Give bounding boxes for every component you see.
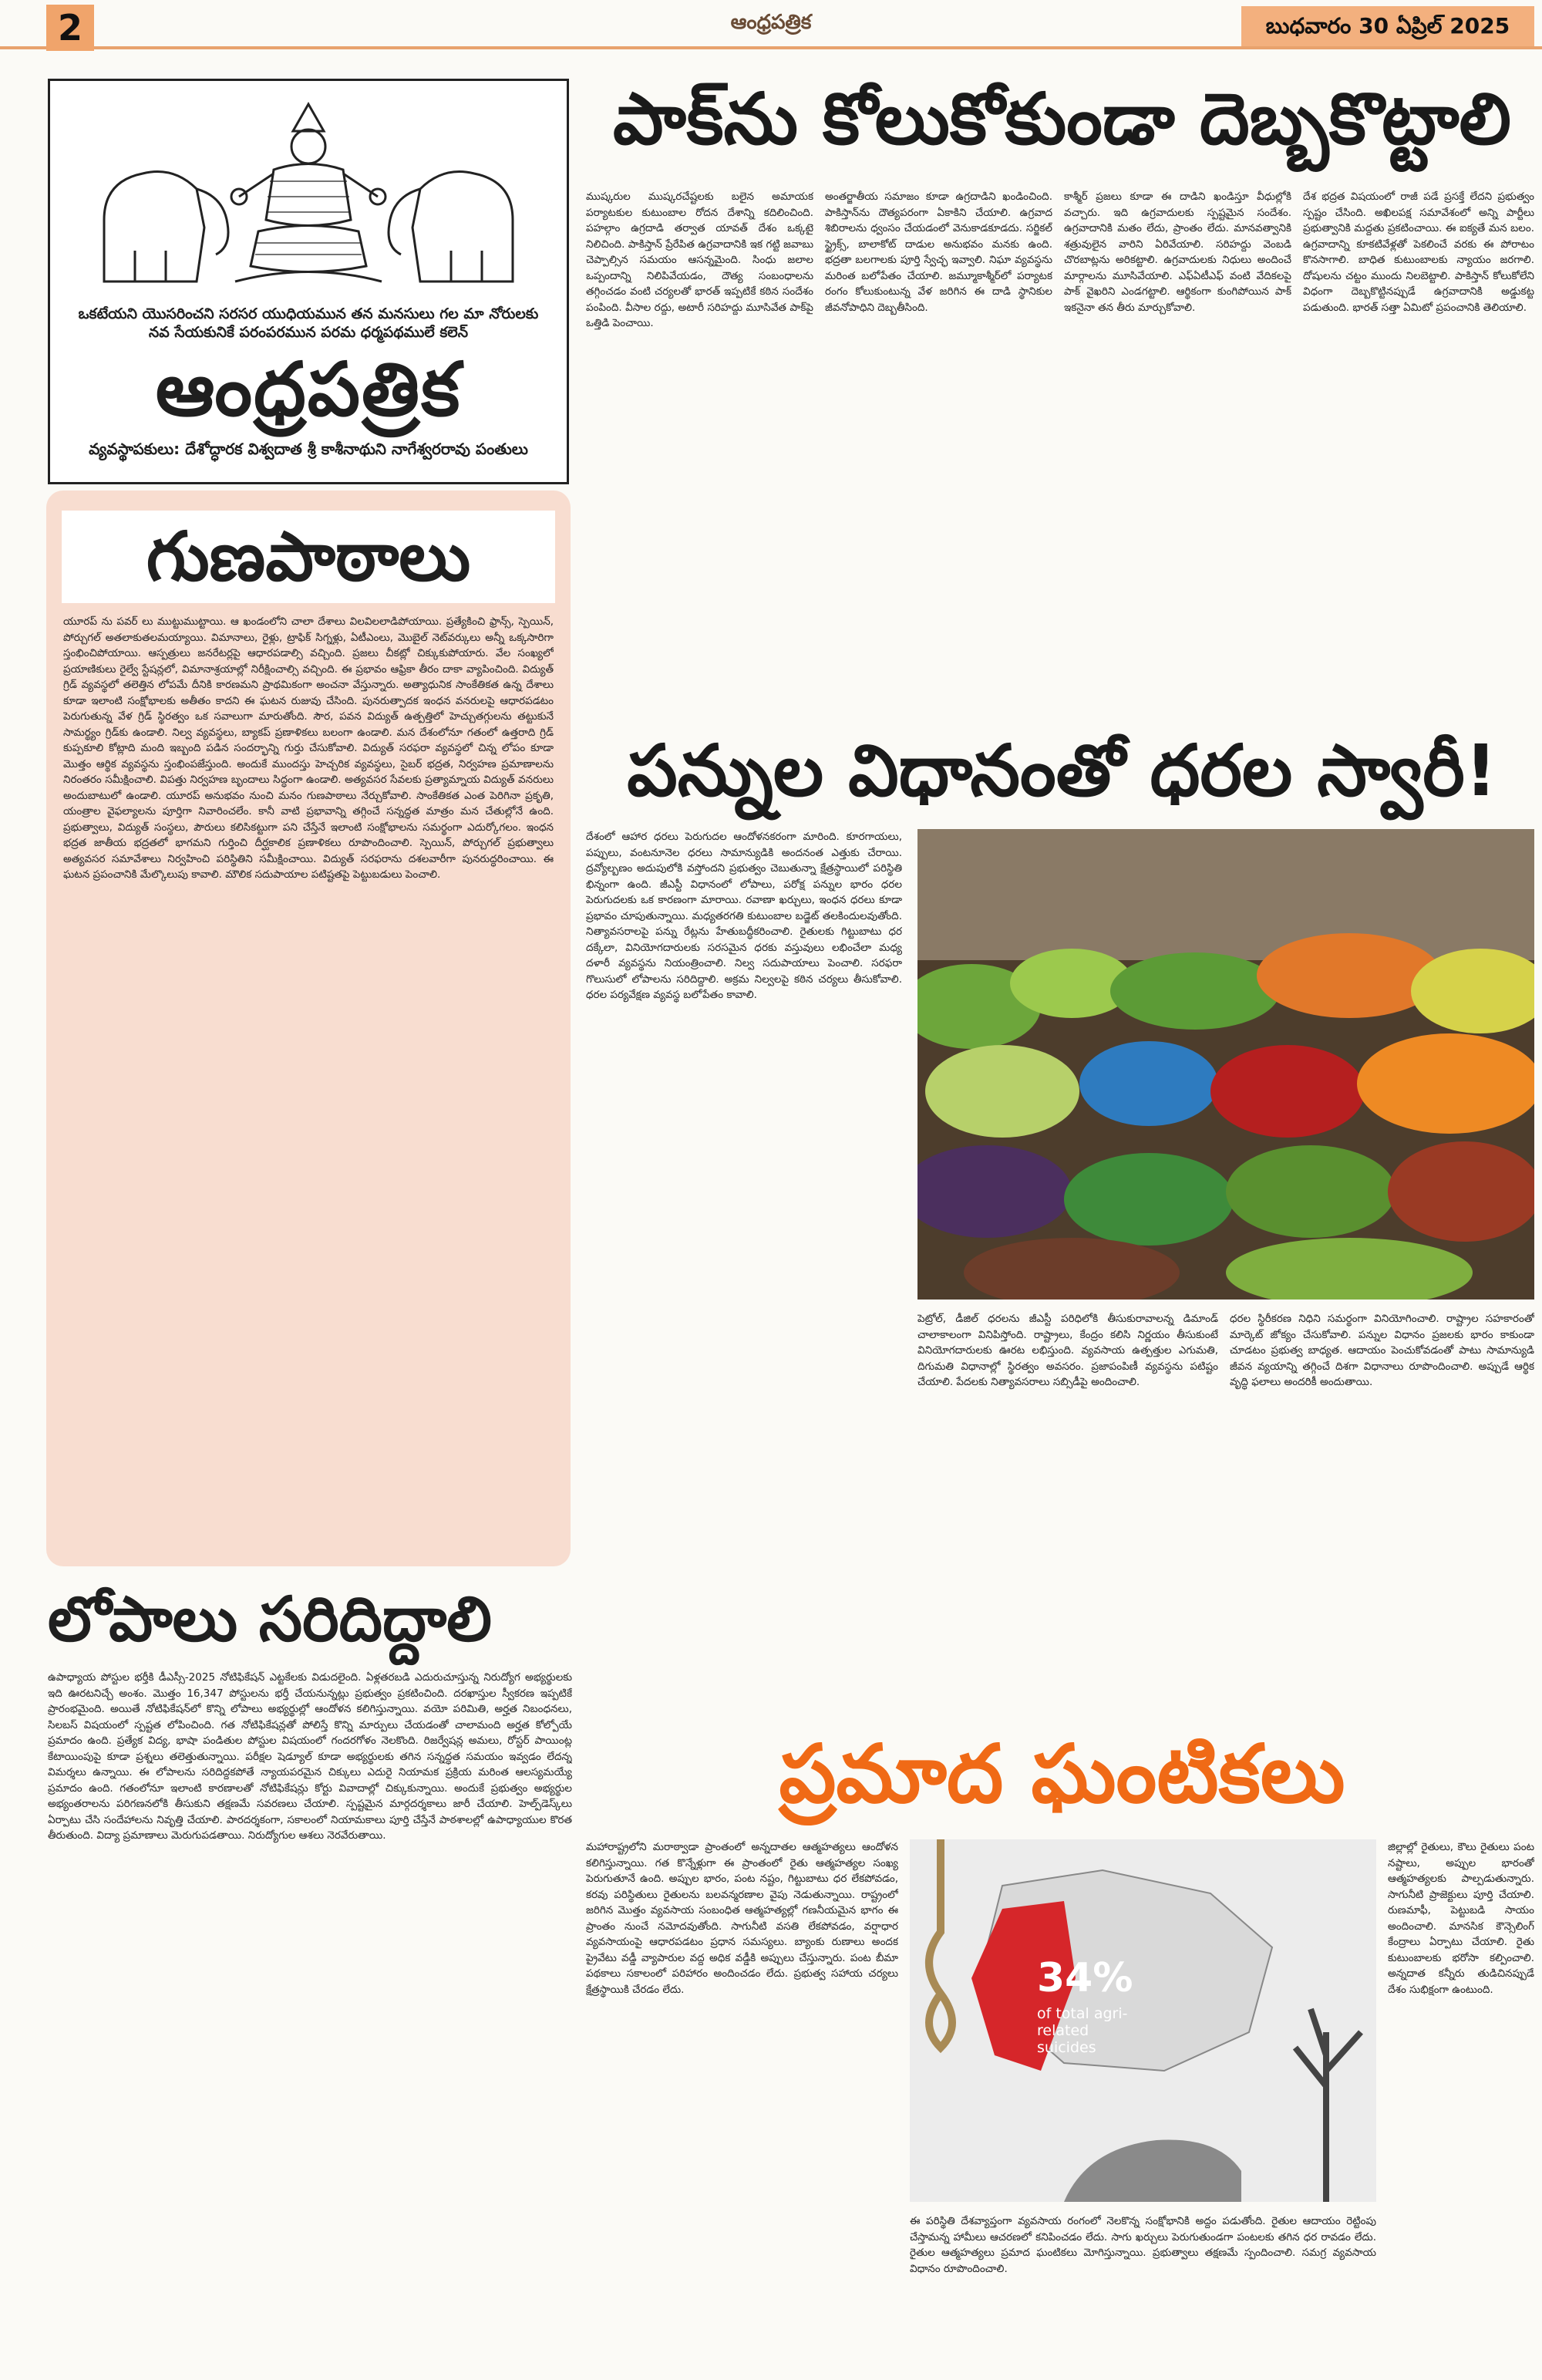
pak-article-column-2: అంతర్జాతీయ సమాజం కూడా ఉగ్రదాడిని ఖండించింది. పాకిస్తాన్‌ను దౌత్యపరంగా ఏకాకిని చేయాలి. ఉగ్రవాద శిబిరాలను ధ్వంసం చేయడంలో వెనుకాడకూడదు. సర్జికల్ స్ట్రైక్స్, బాలాకోట్ దాడుల అనుభవం మనకు ఉంది. భద్రతా బలగాలకు పూర్తి స్వేచ్ఛ ఇవ్వాలి. నిఘా వ్యవస్థను మరింత బలోపేతం చేయాలి. జమ్మూకాశ్మీర్‌లో పర్యాటక రంగం కోలుకుంటున్న వేళ జరిగిన ఈ దాడి స్థానికుల జీవనోపాధిని దెబ్బతీసింది. — [825, 190, 1052, 314]
danger-article-column-2: ఈ పరిస్థితి దేశవ్యాప్తంగా వ్యవసాయ రంగంలో నెలకొన్న సంక్షోభానికి అద్దం పడుతోంది. రైతుల ఆదాయం రెట్టింపు చేస్తామన్న హామీలు ఆచరణలో కనిపించడం లేదు. సాగు ఖర్చులు పెరుగుతుండగా పంటలకు తగిన ధర రావడం లేదు. రైతుల ఆత్మహత్యలు ప్రమాద ఘంటికలు మోగిస్తున్నాయి. ప్రభుత్వాలు తక్షణమే స్పందించాలి. సమగ్ర వ్యవసాయ విధానం రూపొందించాలి. — [910, 2215, 1376, 2275]
danger-article-column-1: మహారాష్ట్రలోని మరాఠ్వాడా ప్రాంతంలో అన్నదాతల ఆత్మహత్యలు ఆందోళన కలిగిస్తున్నాయి. గత కొన్నేళ్లుగా ఈ ప్రాంతంలో రైతు ఆత్మహత్యల సంఖ్య పెరుగుతూనే ఉంది. అప్పుల భారం, పంట నష్టం, గిట్టుబాటు ధర లేకపోవడం, కరవు పరిస్థితులు రైతులను బలవన్మరణాల వైపు నెడుతున్నాయి. రాష్ట్రంలో జరిగిన మొత్తం వ్యవసాయ సంబంధిత ఆత్మహత్యల్లో గణనీయమైన భాగం ఈ ప్రాంతం నుంచే నమోదవుతోంది. సాగునీటి వసతి లేకపోవడం, వర్షాధార వ్యవసాయంపై ఆధారపడటం ప్రధాన సమస్యలు. బ్యాంకు రుణాలు అందక ప్రైవేటు వడ్డీ వ్యాపారుల వద్ద అధిక వడ్డీకి అప్పులు చేస్తున్నారు. పంట బీమా పథకాలు సకాలంలో పరిహారం అందించడం లేదు. ప్రభుత్వ సహాయ చర్యలు క్షేత్రస్థాయికి చేరడం లేదు. — [586, 1841, 898, 1996]
danger-article-column-3: జిల్లాల్లో రైతులు, కౌలు రైతులు పంట నష్టాలు, అప్పుల భారంతో ఆత్మహత్యలకు పాల్పడుతున్నారు. సాగునీటి ప్రాజెక్టులు పూర్తి చేయాలి. రుణమాఫీ, పెట్టుబడి సాయం అందించాలి. మానసిక కౌన్సెలింగ్ కేంద్రాలు ఏర్పాటు చేయాలి. రైతు కుటుంబాలకు భరోసా కల్పించాలి. అన్నదాత కన్నీరు తుడిచినప్పుడే దేశం సుభిక్షంగా ఉంటుంది. — [1388, 1841, 1534, 1996]
infographic-stat: 34% — [1037, 1955, 1133, 2001]
tax-article-column-2: పెట్రోల్, డీజిల్ ధరలను జీఎస్టీ పరిధిలోకి తీసుకురావాలన్న డిమాండ్ చాలాకాలంగా వినిపిస్తోంది. రాష్ట్రాలు, కేంద్రం కలిసి నిర్ణయం తీసుకుంటే వినియోగదారులకు ఊరట లభిస్తుంది. వ్యవసాయ ఉత్పత్తుల ఎగుమతి, దిగుమతి విధానాల్లో స్థిరత్వం అవసరం. ప్రజాపంపిణీ వ్యవస్థను పటిష్టం చేయాలి. పేదలకు నిత్యావసరాలు సబ్సిడీపై అందించాలి. — [917, 1313, 1218, 1388]
tax-article-column-3: ధరల స్థిరీకరణ నిధిని సమర్థంగా వినియోగించాలి. రాష్ట్రాల సహకారంతో మార్కెట్ జోక్యం చేసుకోవాలి. పన్నుల విధానం ప్రజలకు భారం కాకుండా చూడటం ప్రభుత్వ బాధ్యత. ఆదాయం పెంచుకోవడంతో పాటు సామాన్యుడి జీవన వ్యయాన్ని తగ్గించే దిశగా విధానాలు రూపొందించాలి. అప్పుడే ఆర్థిక వృద్ధి ఫలాలు అందరికీ అందుతాయి. — [1230, 1313, 1534, 1388]
pak-article-column-3: కాశ్మీర్ ప్రజలు కూడా ఈ దాడిని ఖండిస్తూ వీధుల్లోకి వచ్చారు. ఇది ఉగ్రవాదులకు స్పష్టమైన సందేశం. ఉగ్రవాదానికి మతం లేదు, ప్రాంతం లేదు. మానవత్వానికి శత్రువులైన వారిని ఏరివేయాలి. సరిహద్దు వెంబడి చొరబాట్లను అరికట్టాలి. ఉగ్రవాదులకు నిధులు అందించే మార్గాలను మూసివేయాలి. ఎఫ్‌ఏటీఎఫ్ వంటి వేదికలపై పాక్ వైఖరిని ఎండగట్టాలి. ఆర్థికంగా కుంగిపోయిన పాక్ ఇకనైనా తన తీరు మార్చుకోవాలి. — [1064, 190, 1291, 314]
masthead — [48, 79, 569, 484]
editorial-body: యూరప్ ను పవర్ లు ముట్టుముట్టాయి. ఆ ఖండంలోని చాలా దేశాలు విలవిలలాడిపోయాయి. ప్రత్యేకించి ఫ్రాన్స్, స్పెయిన్, పోర్చుగల్ అతలాకుతలమయ్యాయి. విమానాలు, రైళ్లు, ట్రాఫిక్ సిగ్నళ్లు, ఏటీఎంలు, మొబైల్ నెట్‌వర్కులు అన్నీ ఒక్కసారిగా స్తంభించిపోయాయి. ఆస్పత్రులు జనరేటర్లపై ఆధారపడాల్సి వచ్చింది. ప్రజలు చీకట్లో చిక్కుకుపోయారు. వేల సంఖ్యలో ప్రయాణికులు రైల్వే స్టేషన్లలో, విమానాశ్రయాల్లో నిరీక్షించాల్సి వచ్చింది. ఈ ప్రభావం ఆఫ్రికా తీరం దాకా వ్యాపించింది. విద్యుత్ గ్రిడ్ వ్యవస్థలో తలెత్తిన లోపమే దీనికి కారణమని ప్రాథమికంగా అంచనా వేస్తున్నారు. అత్యాధునిక సాంకేతికత ఉన్న దేశాలు కూడా ఇలాంటి సంక్షోభాలకు అతీతం కాదని ఈ ఘటన రుజువు చేసింది. పునరుత్పాదక ఇంధన వనరులపై ఆధారపడటం పెరుగుతున్న వేళ గ్రిడ్ స్థిరత్వం ఒక సవాలుగా మారుతోంది. సౌర, పవన విద్యుత్ ఉత్పత్తిలో హెచ్చుతగ్గులను తట్టుకునే సామర్థ్యం గ్రిడ్‌కు ఉండాలి. నిల్వ వ్యవస్థలు, బ్యాకప్ ప్రణాళికలు బలంగా ఉండాలి. మన దేశంలోనూ గతంలో ఉత్తరాది గ్రిడ్ కుప్పకూలి కోట్లాది మంది ఇబ్బంది పడిన సందర్భాన్ని గుర్తు చేసుకోవాలి. విద్యుత్ సరఫరా వ్యవస్థలో చిన్న లోపం కూడా మొత్తం ఆర్థిక వ్యవస్థను స్తంభింపజేస్తుంది. అందుకే ముందస్తు హెచ్చరిక వ్యవస్థలు, సైబర్ భద్రత, నిర్వహణ ప్రమాణాలను నిరంతరం సమీక్షించాలి. విపత్తు నిర్వహణ బృందాలు సిద్ధంగా ఉండాలి. అత్యవసర సేవలకు ప్రత్యామ్నాయ విద్యుత్ వనరులు అందుబాటులో ఉండాలి. యూరప్ అనుభవం నుంచి మనం గుణపాఠాలు నేర్చుకోవాలి. సాంకేతికత ఎంత పెరిగినా ప్రకృతి, యంత్రాల వైఫల్యాలను పూర్తిగా నివారించలేం. కానీ వాటి ప్రభావాన్ని తగ్గించే సన్నద్ధత మాత్రం మన చేతుల్లోనే ఉంది. ప్రభుత్వాలు, విద్యుత్ సంస్థలు, పౌరులు కలిసికట్టుగా పని చేస్తేనే ఇలాంటి సంక్షోభాలను సమర్థంగా ఎదుర్కోగలం. ఇంధన భద్రత జాతీయ భద్రతలో భాగమని గుర్తించి దీర్ఘకాలిక ప్రణాళికలు రూపొందించాలి. స్పెయిన్, పోర్చుగల్ ప్రభుత్వాలు అత్యవసర సమావేశాలు నిర్వహించి పరిస్థితిని సమీక్షించాయి. విద్యుత్ సరఫరాను దశలవారీగా పునరుద్ధరించాయి. ఈ ఘటన ప్రపంచానికి మేల్కొలుపు కావాలి. మౌలిక సదుపాయాల పటిష్టతపై పెట్టుబడులు పెంచాలి. — [63, 615, 554, 881]
pak-article-column-4: దేశ భద్రత విషయంలో రాజీ పడే ప్రసక్తే లేదని ప్రభుత్వం స్పష్టం చేసింది. అఖిలపక్ష సమావేశంలో అన్ని పార్టీలు ప్రభుత్వానికి మద్దతు ప్రకటించాయి. ఈ ఐక్యతే మన బలం. ఉగ్రవాదాన్ని కూకటివేళ్లతో పెకలించే వరకు ఈ పోరాటం కొనసాగాలి. బాధిత కుటుంబాలకు న్యాయం జరగాలి. దోషులను చట్టం ముందు నిలబెట్టాలి. పాకిస్తాన్ కోలుకోలేని విధంగా దెబ్బకొట్టినప్పుడే ఉగ్రవాదానికి అడ్డుకట్ట పడుతుంది. భారత్ సత్తా ఏమిటో ప్రపంచానికి తెలియాలి. — [1303, 190, 1534, 314]
lakshmi-elephants-emblem-icon — [81, 89, 536, 297]
tax-article-column-1: దేశంలో ఆహార ధరలు పెరుగుదల ఆందోళనకరంగా మారింది. కూరగాయలు, పప్పులు, వంటనూనెల ధరలు సామాన్యుడికి అందనంత ఎత్తుకు చేరాయి. ద్రవ్యోల్బణం అదుపులోకి వస్తోందని ప్రభుత్వం చెబుతున్నా క్షేత్రస్థాయిలో పరిస్థితి భిన్నంగా ఉంది. జీఎస్టీ విధానంలో లోపాలు, పరోక్ష పన్నుల భారం ధరల పెరుగుదలకు ఒక కారణంగా మారాయి. రవాణా ఖర్చులు, ఇంధన ధరలు కూడా ప్రభావం చూపుతున్నాయి. మధ్యతరగతి కుటుంబాల బడ్జెట్ తలకిందులవుతోంది. నిత్యావసరాలపై పన్ను రేట్లను హేతుబద్ధీకరించాలి. రైతులకు గిట్టుబాటు ధర దక్కేలా, వినియోగదారులకు సరసమైన ధరకు వస్తువులు లభించేలా మధ్య దళారీ వ్యవస్థను నియంత్రించాలి. నిల్వ సదుపాయాలు పెంచాలి. సరఫరా గొలుసులో లోపాలను సరిదిద్దాలి. అక్రమ నిల్వలపై కఠిన చర్యలు తీసుకోవాలి. ధరల పర్యవేక్షణ వ్యవస్థ బలోపేతం కావాలి. — [586, 831, 902, 1001]
vegetable-market-photo — [917, 829, 1534, 1300]
lopalu-headline: లోపాలు సరిదిద్దాలి — [48, 1583, 492, 1655]
newspaper-name: ఆంధ్రపత్రిక — [155, 346, 462, 433]
lopalu-body: ఉపాధ్యాయ పోస్టుల భర్తీకి డీఎస్సీ-2025 నోటిఫికేషన్ ఎట్టకేలకు విడుదలైంది. ఏళ్లతరబడి ఎదురుచూస్తున్న నిరుద్యోగ అభ్యర్థులకు ఇది ఊరటనిచ్చే అంశం. మొత్తం 16,347 పోస్టులను భర్తీ చేయనున్నట్లు ప్రభుత్వం ప్రకటించింది. దరఖాస్తుల స్వీకరణ ఇప్పటికే ప్రారంభమైంది. అయితే నోటిఫికేషన్‌లో కొన్ని లోపాలు అభ్యర్థుల్లో ఆందోళన కలిగిస్తున్నాయి. వయో పరిమితి, అర్హత నిబంధనలు, సిలబస్ విషయంలో స్పష్టత లోపించింది. గత నోటిఫికేషన్లతో పోలిస్తే కొన్ని మార్పులు చేయడంతో చాలామంది అర్హత కోల్పోయే ప్రమాదం ఉంది. ప్రత్యేక విద్య, భాషా పండితుల పోస్టుల విషయంలో గందరగోళం నెలకొంది. రిజర్వేషన్ల అమలు, రోస్టర్ పాయింట్ల కేటాయింపుపై కూడా ప్రశ్నలు తలెత్తుతున్నాయి. పరీక్షల షెడ్యూల్ కూడా అభ్యర్థులకు తగిన సన్నద్ధత సమయం ఇవ్వడం లేదన్న విమర్శలు ఉన్నాయి. ఈ లోపాలను సరిదిద్దకపోతే న్యాయపరమైన చిక్కులు ఎదురై నియామక ప్రక్రియ మరింత ఆలస్యమయ్యే ప్రమాదం ఉంది. గతంలోనూ ఇలాంటి కారణాలతో నోటిఫికేషన్లు కోర్టు వివాదాల్లో చిక్కుకున్నాయి. అందుకే ప్రభుత్వం అభ్యర్థుల అభ్యంతరాలను పరిగణనలోకి తీసుకుని తక్షణమే సవరణలు చేయాలి. స్పష్టమైన మార్గదర్శకాలు జారీ చేయాలి. హెల్ప్‌డెస్క్‌లు ఏర్పాటు చేసి సందేహాలను నివృత్తి చేయాలి. పారదర్శకంగా, సకాలంలో నియామకాలు పూర్తి చేస్తేనే పాఠశాలల్లో ఉపాధ్యాయుల కొరత తీరుతుంది. విద్యా ప్రమాణాలు మెరుగుపడతాయి. నిరుద్యోగుల ఆశలు నెరవేరుతాయి. — [48, 1671, 572, 1842]
page-number: 2 — [46, 5, 94, 51]
masthead-motto: ఒకటేయని యొసరించని సరసర యుధియమున తన మనసులు గల మా నోరులకు నవ సేయకునికే పరంపరమున పరమ ధర్మపథములే కలెన్ — [78, 305, 539, 341]
founder-line: వ్యవస్థాపకులు: దేశోద్ధారక విశ్వదాత శ్రీ కాశీనాథుని నాగేశ్వరరావు పంతులు — [89, 440, 528, 458]
editorial-title: గుణపాఠాలు — [62, 511, 555, 603]
danger-article-headline: ప్రమాద ఘంటికలు — [779, 1727, 1345, 1821]
pak-article-headline: పాక్‌ను కోలుకోకుండా దెబ్బకొట్టాలి — [613, 78, 1511, 160]
farmer-suicide-infographic — [910, 1839, 1376, 2202]
tax-article-headline: పన్నుల విధానంతో ధరల స్వారీ! — [627, 730, 1497, 812]
editorial-box — [46, 490, 571, 1566]
infographic-caption: of total agri-related suicides — [1037, 2005, 1128, 2056]
header-rule — [0, 46, 1542, 49]
running-title: ఆంధ్రపత్రిక — [730, 11, 812, 34]
issue-date: బుధవారం 30 ఏప్రిల్ 2025 — [1241, 6, 1534, 46]
pak-article-column-1: ముష్కరుల ముష్కరచేష్టలకు బలైన అమాయక పర్యాటకుల కుటుంబాల రోదన దేశాన్ని కదిలించింది. పహల్గాం ఉగ్రదాడి తర్వాత యావత్ దేశం ఒక్కటై నిలిచింది. పాకిస్తాన్ ప్రేరేపిత ఉగ్రవాదానికి ఇక గట్టి జవాబు చెప్పాల్సిన సమయం ఆసన్నమైంది. సింధు జలాల ఒప్పందాన్ని నిలిపివేయడం, దౌత్య సంబంధాలను తగ్గించడం వంటి చర్యలతో భారత్ ఇప్పటికే కఠిన సందేశం పంపింది. వీసాల రద్దు, అటారీ సరిహద్దు మూసివేత పాక్‌పై ఒత్తిడి పెంచాయి. — [586, 190, 813, 329]
